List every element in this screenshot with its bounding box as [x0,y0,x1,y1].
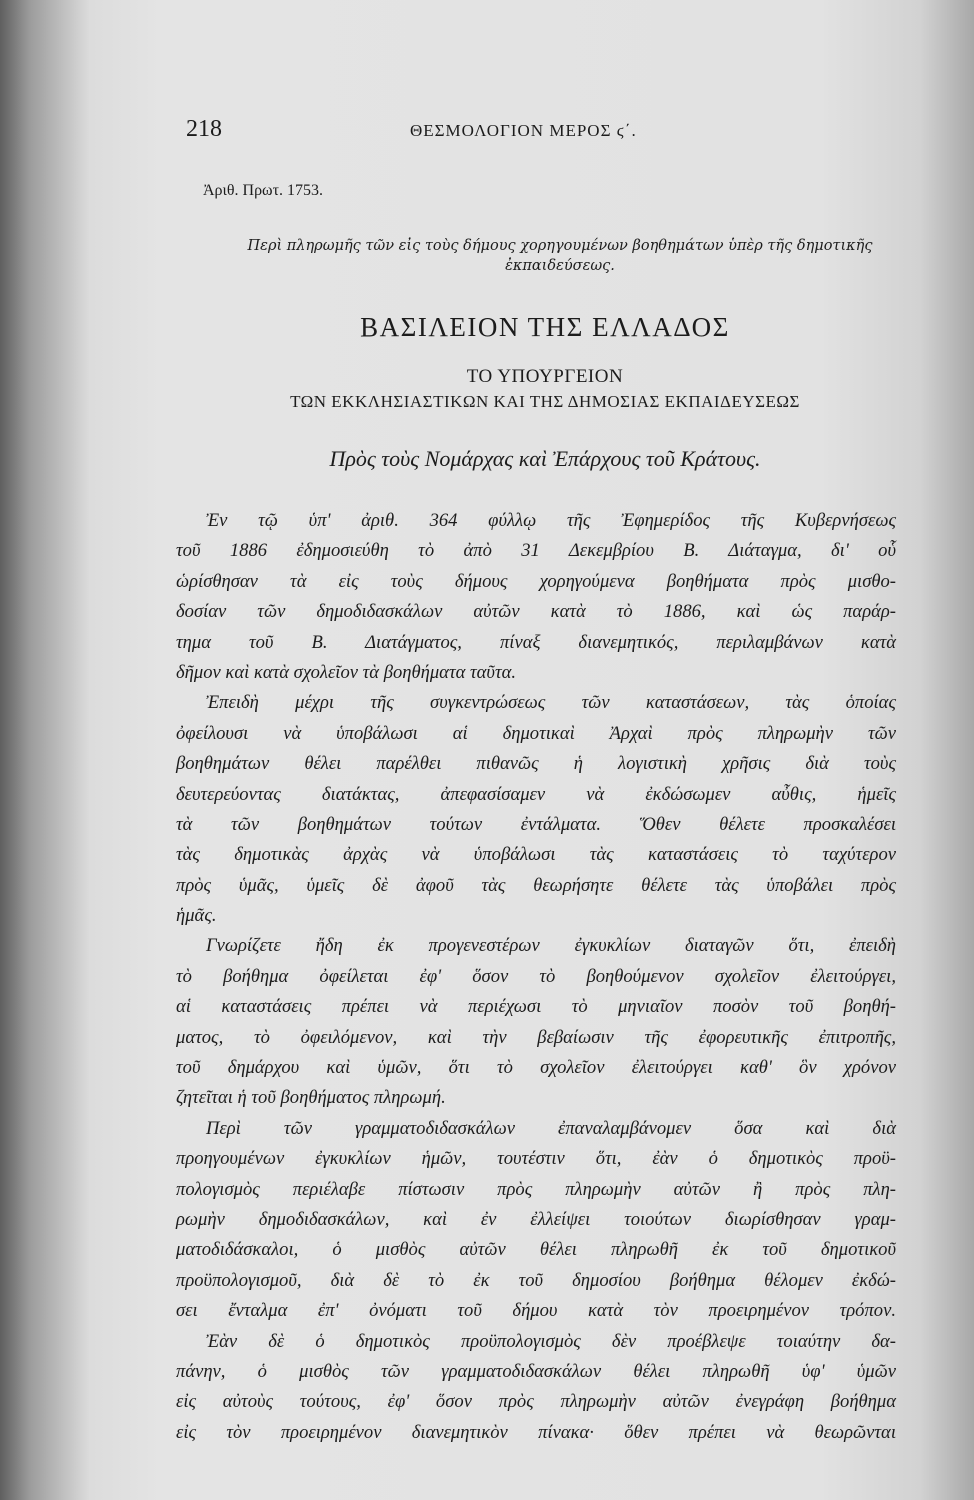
text-line: Γνωρίζετε ἤδη ἐκ προγενεστέρων ἐγκυκλίων διαταγῶν ὅτι, ἐπειδὴ [206,935,896,957]
text-line: ματοδιδάσκαλοι, ὁ μισθὸς αὐτῶν θέλει πληρωθῆ ἐκ τοῦ δημοτικοῦ [176,1239,896,1261]
text-line: πάνην, ὁ μισθὸς τῶν γραμματοδιδασκάλων θέλει πληρωθῆ ὑφ' ὑμῶν [176,1360,896,1382]
text-line: αἱ καταστάσεις πρέπει νὰ περιέχωσι τὸ μηνιαῖον ποσὸν τοῦ βοηθή- [176,996,896,1018]
running-title: ΘΕΣΜΟΛΟΓΙΟΝ ΜΕΡΟΣ ϛ΄. [410,121,637,140]
text-line: Ἐὰν δὲ ὁ δημοτικὸς προϋπολογισμὸς δὲν προέβλεψε τοιαύτην δα- [206,1330,896,1352]
text-line: δευτερεύοντας διατάκτας, ἀπεφασίσαμεν νὰ ἐκδώσωμεν αὖθις, ἡμεῖς [176,783,896,805]
text-line: προηγουμένων ἐγκυκλίων ἡμῶν, τουτέστιν ὅτι, ἐὰν ὁ δημοτικὸς προϋ- [176,1148,896,1170]
running-header [186,116,896,146]
protocol-number: Ἀριθ. Πρωτ. 1753. [203,182,324,199]
subject-line: Περὶ πληρωμῆς τῶν εἰς τοὺς δήμους χορηγουμένων βοηθημάτων ὑπὲρ τῆς δημοτικῆς ἐκπαιδεύσεως. [247,238,873,274]
text-line: τὰ τῶν βοηθημάτων τούτων ἐντάλματα. Ὅθεν θέλετε προσκαλέσει [176,813,896,835]
text-line: βοηθημάτων θέλει παρέλθει πιθανῶς ἡ λογιστικὴ χρῆσις διὰ τοὺς [176,753,896,775]
text-line: τοῦ 1886 ἐδημοσιεύθη τὸ ἀπὸ 31 Δεκεμβρίου Β. Διάταγμα, δι' οὗ [176,540,896,562]
text-line: ἡμᾶς. [176,905,217,927]
text-line: εἰς αὐτοὺς τούτους, ἐφ' ὅσον πρὸς πληρωμὴν αὐτῶν ἐνεγράφη βοήθημα [176,1391,896,1413]
ministry-heading-line1: ΤΟ ΥΠΟΥΡΓΕΙΟΝ [466,366,624,387]
text-line: πρὸς ὑμᾶς, ὑμεῖς δὲ ἀφοῦ τὰς θεωρήσητε θέλετε τὰς ὑποβάλει πρὸς [176,874,896,896]
body-text [176,506,896,1448]
text-line: προϋπολογισμοῦ, διὰ δὲ τὸ ἐκ τοῦ δημοσίου βοήθημα θέλομεν ἐκδώ- [176,1269,896,1291]
text-line: ὡρίσθησαν τὰ εἰς τοὺς δήμους χορηγούμενα βοηθήματα πρὸς μισθο- [176,570,896,592]
text-line: εἰς τὸν προειρημένον διανεμητικὸν πίνακα· ὅθεν πρέπει νὰ θεωρῶνται [176,1421,896,1443]
page-number: 218 [186,116,222,142]
text-line: τὰς δημοτικὰς ἀρχὰς νὰ ὑποβάλωσι τὰς καταστάσεις τὸ ταχύτερον [176,844,896,866]
text-line: τοῦ δημάρχου καὶ ὑμῶν, ὅτι τὸ σχολεῖον ἐλειτούργει καθ' ὃν χρόνον [176,1057,896,1079]
text-line: Ἐπειδὴ μέχρι τῆς συγκεντρώσεως τῶν καταστάσεων, τὰς ὁποίας [206,692,896,714]
addressee-line: Πρὸς τοὺς Νομάρχας καὶ Ἐπάρχους τοῦ Κράτους. [329,446,761,471]
text-line: σει ἔνταλμα ἐπ' ὀνόματι τοῦ δήμου κατὰ τὸν προειρημένον τρόπον. [176,1300,896,1322]
text-line: τὸ βοήθημα ὀφείλεται ἐφ' ὅσον τὸ βοηθούμενον σχολεῖον ἐλειτούργει, [176,965,896,987]
text-line: ρωμὴν δημοδιδασκάλων, καὶ ἐν ἐλλείψει τοιούτων διωρίσθησαν γραμ- [176,1208,896,1230]
text-line: Περὶ τῶν γραμματοδιδασκάλων ἐπαναλαμβάνομεν ὅσα καὶ διὰ [206,1117,896,1139]
text-line: δῆμον καὶ κατὰ σχολεῖον τὰ βοηθήματα ταῦτα. [176,661,517,683]
text-line: δοσίαν τῶν δημοδιδασκάλων αὐτῶν κατὰ τὸ 1886, καὶ ὡς παράρ- [176,601,896,623]
text-line: ζητεῖται ἡ τοῦ βοηθήματος πληρωμή. [176,1087,446,1109]
text-line: πολογισμὸς περιέλαβε πίστωσιν πρὸς πληρωμὴν αὐτῶν ἢ πρὸς πλη- [176,1178,896,1200]
text-line: τημα τοῦ Β. Διατάγματος, πίναξ διανεμητικός, περιλαμβάνων κατὰ [176,631,896,653]
kingdom-heading: ΒΑΣΙΛΕΙΟΝ ΤΗΣ ΕΛΛΑΔΟΣ [360,312,730,342]
text-line: Ἐν τῷ ὑπ' ἀριθ. 364 φύλλῳ τῆς Ἐφημερίδος τῆς Κυβερνήσεως [206,510,896,531]
text-line: ματος, τὸ ὀφειλόμενον, καὶ τὴν βεβαίωσιν τῆς ἐφορευτικῆς ἐπιτροπῆς, [176,1026,896,1048]
ministry-heading-line2: ΤΩΝ ΕΚΚΛΗΣΙΑΣΤΙΚΩΝ ΚΑΙ ΤΗΣ ΔΗΜΟΣΙΑΣ ΕΚΠΑΙΔΕΥΣΕΩΣ [290,392,800,411]
text-line: ὀφείλουσι νὰ ὑποβάλωσι αἱ δημοτικαὶ Ἀρχαὶ πρὸς πληρωμὴν τῶν [176,722,896,744]
bleed-through-text [760,150,765,172]
